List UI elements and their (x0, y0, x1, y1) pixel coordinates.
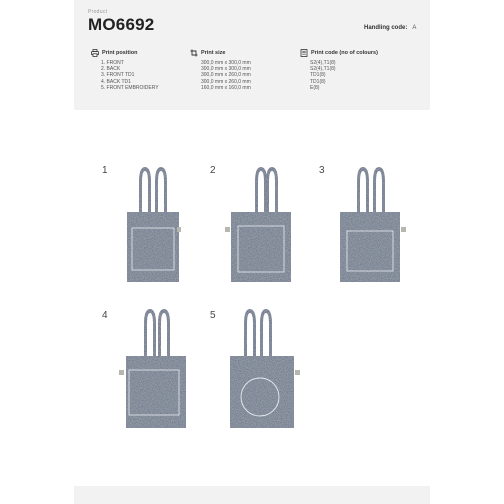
handling-code (364, 25, 416, 31)
footer-strip (74, 486, 430, 504)
list-item: 4. BACK TD1 (101, 78, 131, 85)
view-number: 2 (210, 165, 216, 176)
print-code-column (300, 48, 378, 91)
product-header (74, 0, 430, 110)
tote-bag-front-td1-image (335, 164, 411, 284)
print-position-list (91, 60, 159, 91)
list-item: 300,0 mm x 260,0 mm (201, 72, 251, 79)
product-label: Product (88, 9, 108, 15)
list-item: 160,0 mm x 160,0 mm (201, 84, 251, 91)
list-item: 3. FRONT TD1 (101, 72, 135, 79)
list-item: TD1(8) (310, 72, 326, 79)
list-item: 300,0 mm x 300,0 mm (201, 66, 251, 73)
list-item: 300,0 mm x 260,0 mm (201, 78, 251, 85)
handling-code-value: A (412, 25, 417, 31)
list-item: 1. FRONT (101, 60, 124, 66)
list-item: S2(4),T1(8) (310, 60, 336, 66)
list-item: 5. FRONT EMBROIDERY (101, 84, 159, 91)
print-position-heading: Print position (102, 49, 138, 56)
printer-icon (91, 49, 99, 57)
list-item: TD1(8) (310, 78, 326, 85)
crop-icon (190, 49, 198, 57)
view-number: 5 (210, 310, 216, 321)
tote-bag-back-image (224, 164, 296, 284)
view-number: 4 (102, 310, 108, 321)
list-item: 2. BACK (101, 66, 121, 73)
print-size-list (190, 60, 251, 91)
print-code-list (300, 60, 378, 91)
product-code: MO6692 (88, 15, 155, 34)
print-size-column (190, 48, 251, 91)
tote-bag-embroidery-image (222, 306, 302, 430)
view-number: 1 (102, 165, 108, 176)
tote-bag-front-image (120, 164, 186, 284)
print-position-column (91, 48, 159, 91)
print-code-heading: Print code (no of colours) (311, 49, 378, 56)
view-number: 3 (319, 165, 325, 176)
tote-bag-back-td1-image (116, 306, 188, 430)
document-icon (300, 49, 308, 57)
print-size-heading: Print size (201, 49, 226, 56)
list-item: 300,0 mm x 300,0 mm (201, 60, 251, 66)
handling-code-label: Handling code: (364, 25, 408, 31)
list-item: S2(4),T1(8) (310, 66, 336, 73)
list-item: E(8) (310, 84, 320, 91)
